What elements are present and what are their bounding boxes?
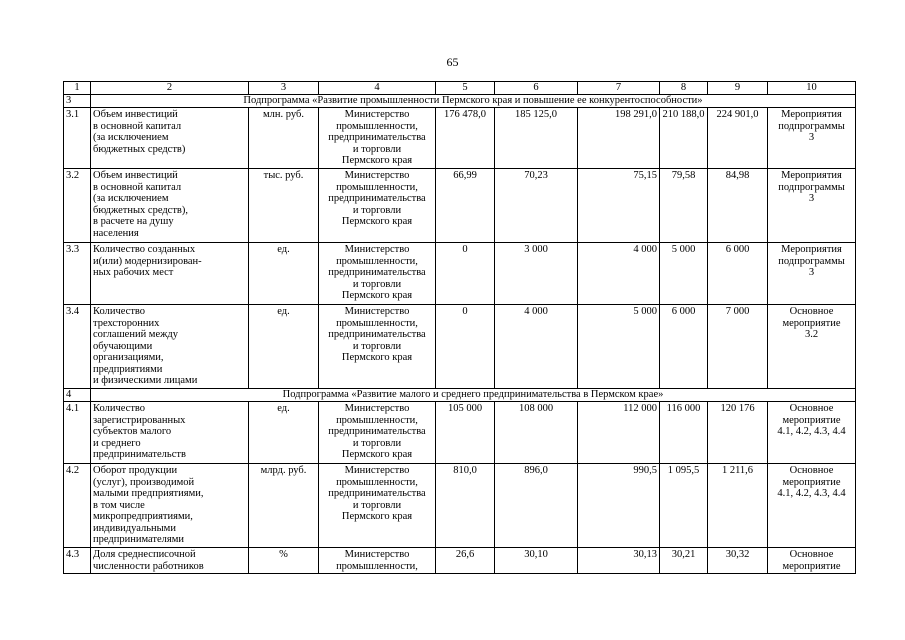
- indicator-name: Количество трехсторонних соглашений между обучающими организациями, предприятиями и физическими лицами: [91, 305, 249, 389]
- indicator-name: Количество зарегистрированных субъектов малого и среднего предпринимательств: [91, 402, 249, 464]
- value-col-8: 210 188,0: [660, 108, 708, 169]
- value-col-9: 6 000: [708, 243, 768, 305]
- indicator-number: 3.3: [64, 243, 91, 305]
- value-col-8: 6 000: [660, 305, 708, 389]
- responsible-executor: Министерство промышленности, предпринимательства и торговли Пермского края: [319, 243, 436, 305]
- value-col-7: 4 000: [578, 243, 660, 305]
- value-col-8: 1 095,5: [660, 464, 708, 548]
- indicator-row: [64, 169, 856, 243]
- section-number: 4: [64, 389, 91, 402]
- value-col-6: 3 000: [495, 243, 578, 305]
- section-title: Подпрограмма «Развитие малого и среднего предпринимательства в Пермском крае»: [91, 389, 856, 402]
- value-col-7: 30,13: [578, 548, 660, 574]
- column-number: 1: [64, 82, 91, 95]
- indicator-name: Доля среднесписочной численности работников: [91, 548, 249, 574]
- value-col-5: 66,99: [436, 169, 495, 243]
- activity-reference: Основное мероприятие 4.1, 4.2, 4.3, 4.4: [768, 464, 856, 548]
- indicator-row: [64, 464, 856, 548]
- responsible-executor: Министерство промышленности, предпринимательства и торговли Пермского края: [319, 108, 436, 169]
- responsible-executor: Министерство промышленности, предпринимательства и торговли Пермского края: [319, 402, 436, 464]
- value-col-5: 0: [436, 305, 495, 389]
- activity-reference: Мероприятия подпрограммы 3: [768, 243, 856, 305]
- responsible-executor: Министерство промышленности,: [319, 548, 436, 574]
- indicator-row: [64, 402, 856, 464]
- value-col-7: 75,15: [578, 169, 660, 243]
- responsible-executor: Министерство промышленности, предпринимательства и торговли Пермского края: [319, 464, 436, 548]
- activity-reference: Основное мероприятие: [768, 548, 856, 574]
- value-col-7: 990,5: [578, 464, 660, 548]
- value-col-6: 108 000: [495, 402, 578, 464]
- indicator-name: Оборот продукции (услуг), производимой малыми предприятиями, в том числе микропредприятиями, индивидуальными предпринимателями: [91, 464, 249, 548]
- indicator-row: [64, 305, 856, 389]
- value-col-5: 810,0: [436, 464, 495, 548]
- value-col-5: 176 478,0: [436, 108, 495, 169]
- unit-of-measure: ед.: [249, 305, 319, 389]
- section-number: 3: [64, 95, 91, 108]
- value-col-8: 79,58: [660, 169, 708, 243]
- indicator-number: 3.4: [64, 305, 91, 389]
- unit-of-measure: млн. руб.: [249, 108, 319, 169]
- value-col-8: 30,21: [660, 548, 708, 574]
- unit-of-measure: ед.: [249, 243, 319, 305]
- activity-reference: Мероприятия подпрограммы 3: [768, 169, 856, 243]
- section-title: Подпрограмма «Развитие промышленности Пермского края и повышение ее конкурентоспособности»: [91, 95, 856, 108]
- indicator-name: Количество созданных и(или) модернизирован- ных рабочих мест: [91, 243, 249, 305]
- value-col-6: 30,10: [495, 548, 578, 574]
- unit-of-measure: ед.: [249, 402, 319, 464]
- indicator-number: 4.2: [64, 464, 91, 548]
- column-number: 6: [495, 82, 578, 95]
- activity-reference: Основное мероприятие 3.2: [768, 305, 856, 389]
- value-col-6: 70,23: [495, 169, 578, 243]
- value-col-7: 198 291,0: [578, 108, 660, 169]
- page-number: 65: [446, 55, 459, 69]
- indicator-row: [64, 108, 856, 169]
- column-number: 10: [768, 82, 856, 95]
- value-col-7: 112 000: [578, 402, 660, 464]
- activity-reference: Мероприятия подпрограммы 3: [768, 108, 856, 169]
- indicator-name: Объем инвестиций в основной капитал (за исключением бюджетных средств), в расчете на душу населения: [91, 169, 249, 243]
- unit-of-measure: тыс. руб.: [249, 169, 319, 243]
- column-number: 4: [319, 82, 436, 95]
- indicator-name: Объем инвестиций в основной капитал (за исключением бюджетных средств): [91, 108, 249, 169]
- column-number: 8: [660, 82, 708, 95]
- indicators-table: [63, 81, 856, 574]
- column-number: 9: [708, 82, 768, 95]
- value-col-9: 224 901,0: [708, 108, 768, 169]
- column-number: 3: [249, 82, 319, 95]
- indicator-row: [64, 548, 856, 574]
- value-col-6: 896,0: [495, 464, 578, 548]
- value-col-7: 5 000: [578, 305, 660, 389]
- value-col-9: 30,32: [708, 548, 768, 574]
- value-col-9: 7 000: [708, 305, 768, 389]
- indicator-row: [64, 243, 856, 305]
- section-header-row: [64, 95, 856, 108]
- column-number: 7: [578, 82, 660, 95]
- table-body: [64, 82, 856, 574]
- column-number: 5: [436, 82, 495, 95]
- value-col-6: 185 125,0: [495, 108, 578, 169]
- responsible-executor: Министерство промышленности, предпринимательства и торговли Пермского края: [319, 305, 436, 389]
- section-header-row: [64, 389, 856, 402]
- value-col-9: 1 211,6: [708, 464, 768, 548]
- responsible-executor: Министерство промышленности, предпринимательства и торговли Пермского края: [319, 169, 436, 243]
- value-col-9: 84,98: [708, 169, 768, 243]
- value-col-6: 4 000: [495, 305, 578, 389]
- indicator-number: 4.3: [64, 548, 91, 574]
- value-col-5: 0: [436, 243, 495, 305]
- indicator-number: 3.2: [64, 169, 91, 243]
- indicator-number: 3.1: [64, 108, 91, 169]
- value-col-8: 5 000: [660, 243, 708, 305]
- value-col-9: 120 176: [708, 402, 768, 464]
- value-col-5: 26,6: [436, 548, 495, 574]
- value-col-8: 116 000: [660, 402, 708, 464]
- unit-of-measure: млрд. руб.: [249, 464, 319, 548]
- value-col-5: 105 000: [436, 402, 495, 464]
- indicator-number: 4.1: [64, 402, 91, 464]
- column-number-row: [64, 82, 856, 95]
- unit-of-measure: %: [249, 548, 319, 574]
- activity-reference: Основное мероприятие 4.1, 4.2, 4.3, 4.4: [768, 402, 856, 464]
- column-number: 2: [91, 82, 249, 95]
